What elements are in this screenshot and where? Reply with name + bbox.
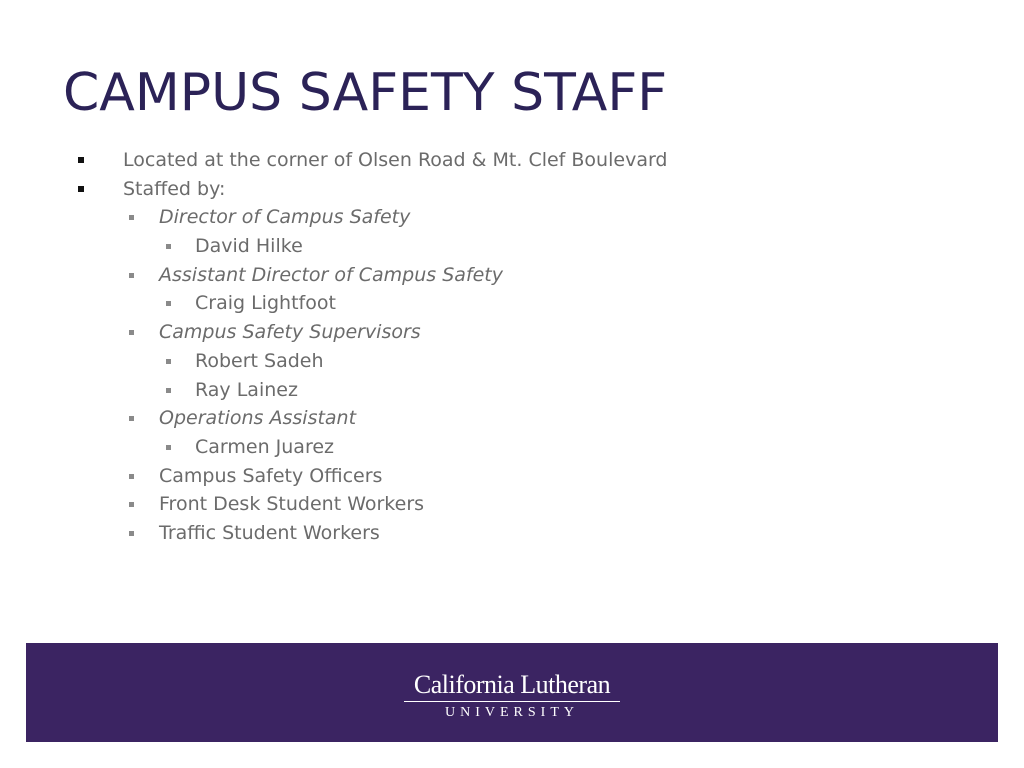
square-bullet-icon (166, 244, 171, 249)
slide-title: CAMPUS SAFETY STAFF (63, 63, 668, 123)
square-bullet-icon (129, 502, 134, 507)
square-bullet-icon (129, 273, 134, 278)
bullet-text: Ray Lainez (195, 378, 298, 401)
list-item (0, 175, 1024, 204)
bullet-text: Campus Safety Supervisors (159, 321, 421, 344)
bullet-text: Operations Assistant (159, 407, 357, 430)
bullet-list (0, 146, 1024, 548)
list-item (0, 404, 1024, 433)
bullet-text: David Hilke (195, 235, 303, 258)
list-item (0, 347, 1024, 376)
square-bullet-icon (78, 157, 84, 163)
logo-subtitle: UNIVERSITY (445, 705, 579, 720)
list-item (0, 232, 1024, 261)
bullet-text: Craig Lightfoot (195, 292, 336, 315)
university-logo (26, 643, 998, 742)
square-bullet-icon (129, 531, 134, 536)
list-item (0, 376, 1024, 405)
bullet-text: Director of Campus Safety (159, 206, 411, 229)
footer-band (26, 643, 998, 742)
list-item (0, 203, 1024, 232)
logo-divider (404, 701, 620, 702)
square-bullet-icon (129, 416, 134, 421)
list-item (0, 433, 1024, 462)
list-item (0, 318, 1024, 347)
list-item (0, 462, 1024, 491)
bullet-text: Carmen Juarez (195, 435, 335, 458)
list-item (0, 490, 1024, 519)
bullet-text: Traffic Student Workers (159, 521, 380, 544)
logo-wordmark: California Lutheran (413, 670, 611, 699)
bullet-text: Assistant Director of Campus Safety (159, 263, 503, 286)
list-item (0, 261, 1024, 290)
list-item (0, 289, 1024, 318)
bullet-text: Front Desk Student Workers (159, 493, 425, 516)
square-bullet-icon (166, 359, 171, 364)
square-bullet-icon (129, 330, 134, 335)
list-item (0, 146, 1024, 175)
square-bullet-icon (166, 301, 171, 306)
bullet-text: Robert Sadeh (195, 349, 324, 372)
square-bullet-icon (166, 445, 171, 450)
bullet-text: Campus Safety Officers (159, 464, 383, 487)
square-bullet-icon (78, 186, 84, 192)
list-item (0, 519, 1024, 548)
square-bullet-icon (129, 474, 134, 479)
square-bullet-icon (166, 388, 171, 393)
square-bullet-icon (129, 215, 134, 220)
bullet-text: Located at the corner of Olsen Road & Mt. Clef Boulevard (123, 149, 668, 171)
bullet-text: Staffed by: (123, 177, 226, 200)
